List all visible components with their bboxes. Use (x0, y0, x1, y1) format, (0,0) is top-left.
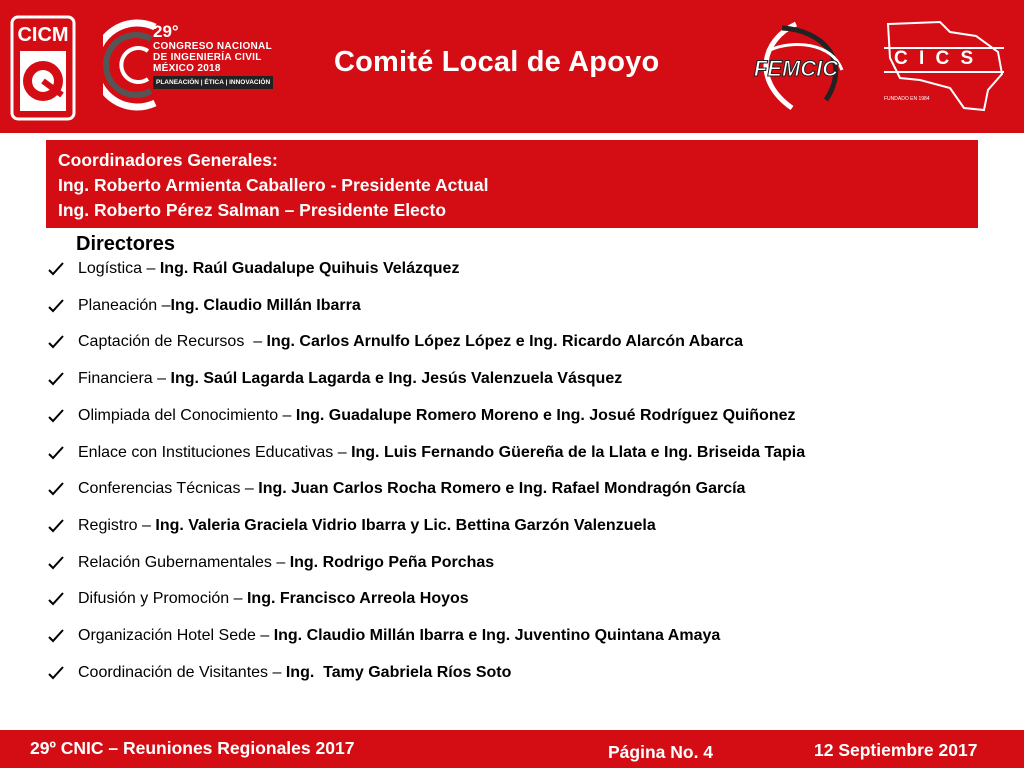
director-separator: – (137, 517, 156, 534)
list-item-text (78, 590, 469, 608)
page-number: Página No. 4 (608, 742, 714, 762)
director-separator: – (268, 664, 286, 681)
director-names: Ing. Tamy Gabriela Ríos Soto (285, 664, 512, 681)
director-separator: – (142, 260, 160, 277)
director-names: Ing. Valeria Graciela Vidrio Ibarra y Lic. Bettina Garzón Valenzuela (155, 517, 656, 534)
list-item-text (78, 444, 805, 462)
checkmark-icon (48, 261, 64, 277)
director-separator: – (244, 333, 267, 350)
director-names: Ing. Guadalupe Romero Moreno e Ing. Josué Rodríguez Quiñonez (295, 407, 796, 424)
list-item-text (78, 407, 796, 425)
footer-event: 29º CNIC – Reuniones Regionales 2017 (30, 738, 355, 758)
director-names: Ing. Carlos Arnulfo López López e Ing. Ricardo Alarcón Abarca (266, 333, 744, 350)
list-item (48, 554, 1008, 578)
director-names: Ing. Saúl Lagarda Lagarda e Ing. Jesús Valenzuela Vásquez (170, 370, 623, 387)
list-item-text (78, 517, 656, 535)
svg-text:FEMCIC: FEMCIC (753, 56, 839, 81)
list-item-text (78, 260, 459, 278)
congreso-line-3: MÉXICO 2018 (153, 63, 221, 74)
femcic-logo (722, 20, 870, 112)
list-item (48, 664, 1008, 688)
director-area: Coordinación de Visitantes (78, 664, 269, 681)
list-item-text (78, 297, 361, 315)
list-item (48, 627, 1008, 651)
director-separator: – (157, 297, 171, 314)
coordinator-line-2: Ing. Roberto Pérez Salman – Presidente Electo (58, 200, 447, 220)
list-item (48, 444, 1008, 468)
cicm-logo (10, 15, 76, 121)
checkmark-icon (48, 371, 64, 387)
congreso-line-2: DE INGENIERÍA CIVIL (153, 52, 262, 63)
director-separator: – (333, 444, 352, 461)
director-area: Difusión y Promoción (78, 590, 230, 607)
footer-date: 12 Septiembre 2017 (814, 740, 978, 760)
list-item (48, 407, 1008, 431)
director-names: Ing. Francisco Arreola Hoyos (246, 590, 469, 607)
footer-bar (0, 730, 1024, 768)
director-names: Ing. Claudio Millán Ibarra (170, 297, 361, 314)
checkmark-icon (48, 408, 64, 424)
director-separator: – (240, 480, 259, 497)
checkmark-icon (48, 334, 64, 350)
checkmark-icon (48, 628, 64, 644)
checkmark-icon (48, 591, 64, 607)
congreso-logo (103, 15, 293, 115)
director-separator: – (229, 590, 247, 607)
director-area: Logística (78, 260, 143, 277)
cics-logo (880, 18, 1008, 116)
list-item (48, 333, 1008, 357)
coordinators-box (46, 140, 978, 228)
cics-wordmark: C I C S (894, 48, 977, 69)
director-separator: – (152, 370, 171, 387)
list-item-text (78, 370, 622, 388)
congreso-tagline: PLANEACIÓN | ÉTICA | INNOVACIÓN (153, 76, 273, 89)
director-names: Ing. Juan Carlos Rocha Romero e Ing. Rafael Mondragón García (258, 480, 746, 497)
director-area: Relación Gubernamentales (78, 554, 272, 571)
directors-heading: Directores (76, 233, 175, 255)
cics-founded: FUNDADO EN 1984 (884, 96, 930, 102)
list-item (48, 370, 1008, 394)
director-area: Financiera (78, 370, 153, 387)
director-area: Organización Hotel Sede (78, 627, 256, 644)
list-item-text (78, 664, 511, 682)
coordinator-line-1: Ing. Roberto Armienta Caballero - Presidente Actual (58, 175, 489, 195)
director-area: Enlace con Instituciones Educativas (78, 444, 334, 461)
director-area: Captación de Recursos (78, 333, 245, 350)
list-item (48, 590, 1008, 614)
director-area: Registro (78, 517, 138, 534)
checkmark-icon (48, 298, 64, 314)
page-title: Comité Local de Apoyo (334, 46, 660, 78)
list-item-text (78, 333, 743, 351)
list-item-text (78, 627, 720, 645)
director-names: Ing. Luis Fernando Güereña de la Llata e Ing. Briseida Tapia (351, 444, 806, 461)
list-item-text (78, 480, 745, 498)
director-separator: – (278, 407, 296, 424)
coordinators-heading: Coordinadores Generales: (58, 150, 278, 170)
list-item (48, 260, 1008, 284)
checkmark-icon (48, 445, 64, 461)
director-names: Ing. Claudio Millán Ibarra e Ing. Juventino Quintana Amaya (273, 627, 721, 644)
congreso-number: 29° (153, 22, 179, 41)
list-item (48, 480, 1008, 504)
list-item-text (78, 554, 494, 572)
director-separator: – (271, 554, 290, 571)
director-names: Ing. Rodrigo Peña Porchas (289, 554, 495, 571)
director-names: Ing. Raúl Guadalupe Quihuis Velázquez (159, 260, 460, 277)
svg-text:CICM: CICM (17, 24, 69, 46)
director-separator: – (255, 627, 274, 644)
director-area: Planeación (78, 297, 158, 314)
congreso-line-1: CONGRESO NACIONAL (153, 41, 272, 52)
checkmark-icon (48, 481, 64, 497)
list-item (48, 297, 1008, 321)
checkmark-icon (48, 518, 64, 534)
checkmark-icon (48, 665, 64, 681)
director-area: Olimpiada del Conocimiento (78, 407, 279, 424)
header-banner (0, 0, 1024, 133)
list-item (48, 517, 1008, 541)
checkmark-icon (48, 555, 64, 571)
director-area: Conferencias Técnicas (78, 480, 241, 497)
